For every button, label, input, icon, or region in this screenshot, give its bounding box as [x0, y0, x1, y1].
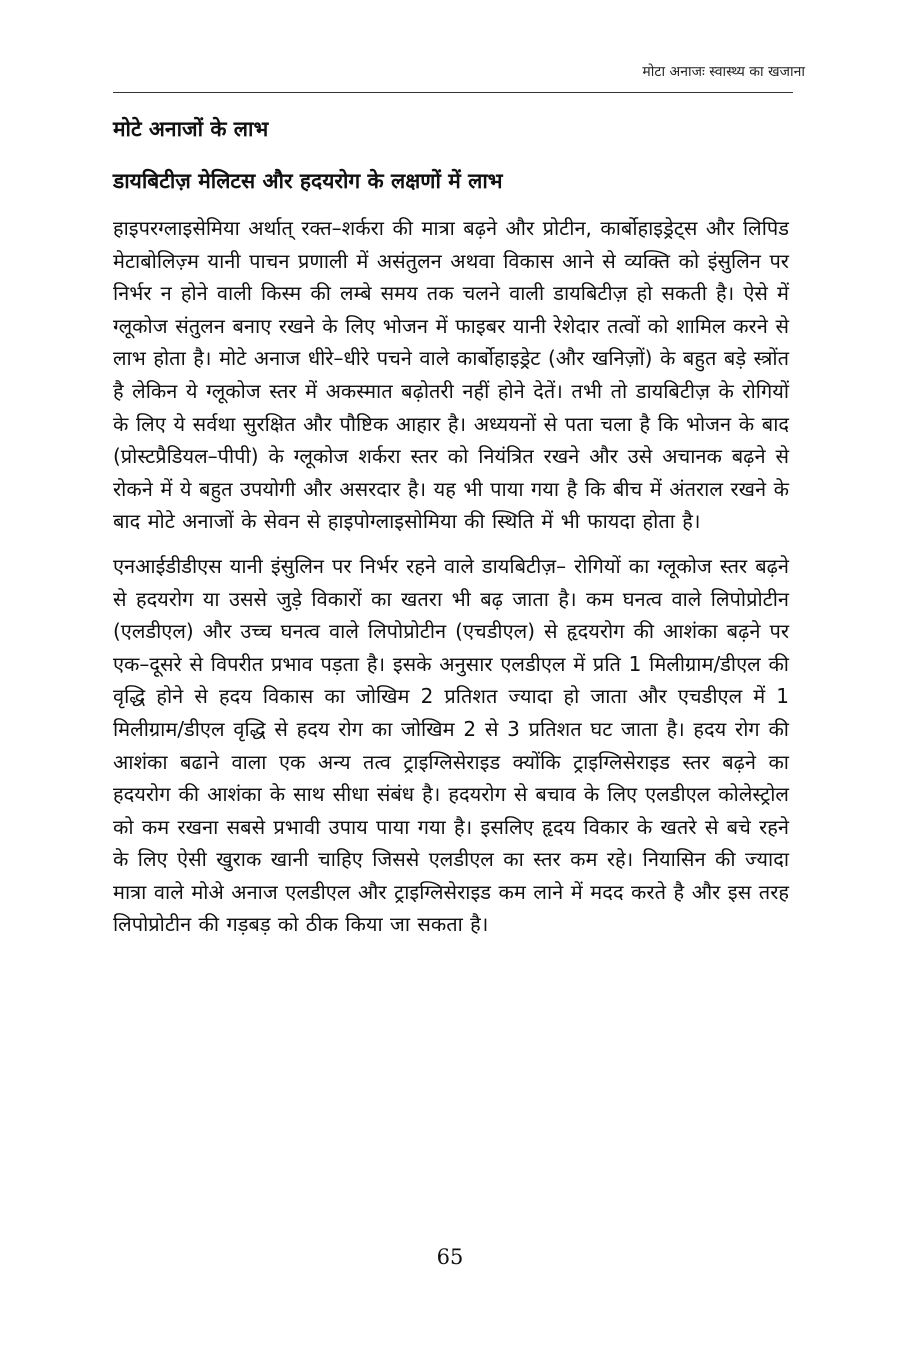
subsection-title: डायबिटीज़ मेलिटस और हदयरोग के लक्षणों में लाभ: [113, 169, 503, 193]
page-content: [113, 112, 789, 941]
paragraph-diabetes: हाइपरग्लाइसेमिया अर्थात् रक्त–शर्करा की मात्रा बढ़ने और प्रोटीन, कार्बोहाइड्रेट्स और लिपिड मेटाबोलिज़्म यानी पाचन प्रणाली में असंतुलन अथवा विकास आने से व्यक्ति को इंसुलिन पर निर्भर न होने वाली किस्म की लम्बे समय तक चलने वाली डायबिटीज़ हो सकती है। ऐसे में ग्लूकोज संतुलन बनाए रखने के लिए भोजन में फाइबर यानी रेशेदार तत्वों को शामिल करने से लाभ होता है। मोटे अनाज धीरे–धीरे पचने वाले कार्बोहाइड्रेट (और खनिज़ों) के बहुत बड़े स्त्रोंत है लेकिन ये ग्लूकोज स्तर में अकस्मात बढ़ोतरी नहीं होने देतें। तभी तो डायबिटीज़ के रोगियों के लिए ये सर्वथा सुरक्षित और पौष्टिक आहार है। अध्ययनों से पता चला है कि भोजन के बाद (प्रोस्टप्रैडियल–पीपी) के ग्लूकोज शर्करा स्तर को नियंत्रित रखने और उसे अचानक बढ़ने से रोकने में ये बहुत उपयोगी और असरदार है। यह भी पाया गया है कि बीच में अंतराल रखने के बाद मोटे अनाजों के सेवन से हाइपोग्लाइसोमिया की स्थिति में भी फायदा होता है।: [113, 216, 789, 534]
section-title: मोटे अनाजों के लाभ: [113, 117, 269, 141]
header-divider: [113, 92, 793, 93]
paragraph-heart-disease: एनआईडीडीएस यानी इंसुलिन पर निर्भर रहने वाले डायबिटीज़– रोगियों का ग्लूकोज स्तर बढ़ने से हदयरोग या उससे जुड़े विकारों का खतरा भी बढ़ जाता है। कम घनत्व वाले लिपोप्रोटीन (एलडीएल) और उच्च घनत्व वाले लिपोप्रोटीन (एचडीएल) से हृदयरोग की आशंका बढ़ने पर एक–दूसरे से विपरीत प्रभाव पड़ता है। इसके अनुसार एलडीएल में प्रति 1 मिलीग्राम/डीएल की वृद्धि होने से हदय विकास का जोखिम 2 प्रतिशत ज्यादा हो जाता और एचडीएल में 1 मिलीग्राम/डीएल वृद्धि से हदय रोग का जोखिम 2 से 3 प्रतिशत घट जाता है। हदय रोग की आशंका बढाने वाला एक अन्य तत्व ट्राइग्लिसेराइड क्योंकि ट्राइग्लिसेराइड स्तर बढ़ने का हदयरोग की आशंका के साथ सीधा संबंध है। हदयरोग से बचाव के लिए एलडीएल कोलेस्ट्रोल को कम रखना सबसे प्रभावी उपाय पाया गया है। इसलिए हृदय विकार के खतरे से बचे रहने के लिए ऐसी खुराक खानी चाहिए जिससे एलडीएल का स्तर कम रहे। नियासिन की ज्यादा मात्रा वाले मोअे अनाज एलडीएल और ट्राइग्लिसेराइड कम लाने में मदद करते है और इस तरह लिपोप्रोटीन की गड़बड़ को ठीक किया जा सकता है।: [113, 553, 789, 937]
running-header: मोटा अनाजः स्वास्थ्य का खजाना: [642, 64, 805, 80]
page-number: 65: [436, 1245, 464, 1269]
